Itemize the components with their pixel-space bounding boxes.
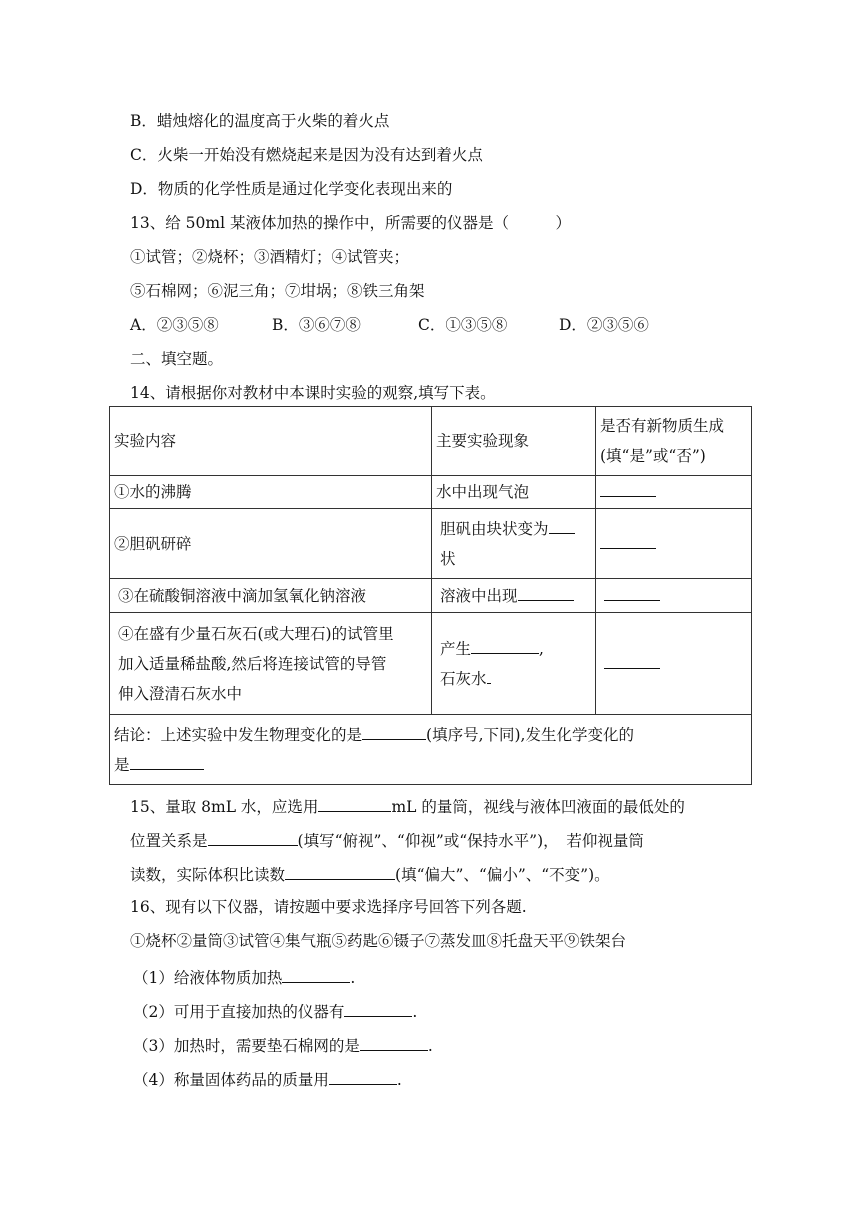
q14-stem: 14、请根据你对教材中本课时实验的观察,填写下表。 bbox=[130, 384, 496, 402]
table-conclusion-row bbox=[110, 715, 752, 785]
q16-sub-1-blank[interactable] bbox=[282, 964, 350, 983]
q16-sub-3-blank[interactable] bbox=[360, 1032, 428, 1051]
q16-sub-4-blank[interactable] bbox=[329, 1066, 397, 1085]
row4-phenomenon bbox=[432, 613, 596, 715]
row4-phenomenon-blank[interactable] bbox=[471, 635, 539, 654]
q15-line2 bbox=[130, 827, 644, 852]
q16-sub-4 bbox=[133, 1066, 402, 1091]
row4-content-line2: 加入适量稀盐酸,然后将连接试管的导管 bbox=[118, 654, 387, 673]
q15-line3a: 读数，实际体积比读数 bbox=[130, 866, 286, 884]
header-new-substance bbox=[596, 407, 752, 476]
experiment-table bbox=[109, 406, 752, 785]
q15-line1a: 15、量取 8mL 水，应选用 bbox=[130, 798, 319, 816]
row4-phenomenon-comma: , bbox=[539, 639, 544, 658]
row4-phenomenon-line1: 产生 bbox=[440, 639, 472, 658]
table-row bbox=[110, 509, 752, 579]
row1-phenomenon: 水中出现气泡 bbox=[432, 476, 596, 509]
q16-sub-1-end: . bbox=[350, 969, 356, 987]
q16-sub-3 bbox=[133, 1032, 433, 1057]
q16-sub-1-text: （1）给液体物质加热 bbox=[133, 969, 283, 987]
row2-phenomenon-line1: 胆矾由块状变为 bbox=[440, 519, 549, 538]
row3-phenomenon-text: 溶液中出现 bbox=[440, 586, 518, 605]
q15-line1b: mL 的量筒，视线与液体凹液面的最低处的 bbox=[391, 798, 685, 816]
q13-items-line2: ⑤石棉网；⑥泥三角；⑦坩埚；⑧铁三角架 bbox=[130, 282, 425, 300]
q16-sub-1 bbox=[133, 964, 355, 989]
q13-option-a: A．②③⑤⑧ bbox=[130, 316, 219, 334]
row4-content bbox=[110, 613, 432, 715]
q16-sub-2-blank[interactable] bbox=[344, 998, 412, 1017]
row4-content-line1: ④在盛有少量石灰石(或大理石)的试管里 bbox=[118, 624, 394, 643]
header-new-substance-line2: (填“是”或“否”) bbox=[600, 447, 706, 465]
row1-content: ①水的沸腾 bbox=[110, 476, 432, 509]
row4-answer-blank[interactable] bbox=[604, 650, 660, 669]
q16-sub-4-end: . bbox=[396, 1071, 402, 1089]
row2-content: ②胆矾研碎 bbox=[110, 509, 432, 579]
table-row bbox=[110, 476, 752, 509]
row2-phenomenon bbox=[432, 509, 596, 579]
row3-phenomenon bbox=[432, 579, 596, 613]
q12-option-c: C．火柴一开始没有燃烧起来是因为没有达到着火点 bbox=[130, 146, 483, 164]
table-row bbox=[110, 613, 752, 715]
row2-answer-blank[interactable] bbox=[600, 530, 656, 549]
q13-stem: 13、给 50ml 某液体加热的操作中，所需要的仪器是（ ） bbox=[130, 214, 571, 232]
q13-option-d: D．②③⑤⑥ bbox=[559, 316, 649, 334]
section-heading: 二、填空题。 bbox=[130, 350, 224, 368]
q16-sub-2 bbox=[133, 998, 417, 1023]
q15-line3 bbox=[130, 861, 610, 886]
row4-phenomenon-blank-2[interactable] bbox=[487, 665, 491, 684]
row3-answer-blank[interactable] bbox=[604, 582, 660, 601]
table-header-row bbox=[110, 407, 752, 476]
q15-blank-2[interactable] bbox=[208, 827, 298, 846]
header-content: 实验内容 bbox=[110, 407, 432, 476]
header-new-substance-line1: 是否有新物质生成 bbox=[600, 417, 725, 435]
table-row bbox=[110, 579, 752, 613]
row4-answer bbox=[596, 613, 752, 715]
q12-option-b: B．蜡烛熔化的温度高于火柴的着火点 bbox=[130, 112, 390, 130]
q13-options bbox=[130, 314, 649, 336]
conclusion-cell bbox=[110, 715, 752, 785]
q15-line3b: (填“偏大”、“偏小”、“不变”)。 bbox=[395, 866, 610, 884]
conclusion-line1b: (填序号,下同),发生化学变化的 bbox=[426, 725, 634, 744]
q16-stem: 16、现有以下仪器，请按题中要求选择序号回答下列各题. bbox=[130, 898, 527, 916]
row4-content-line3: 伸入澄清石灰水中 bbox=[118, 684, 243, 703]
q15-line2b: (填写“俯视”、“仰视”或“保持水平”)， 若仰视量筒 bbox=[297, 832, 644, 850]
q16-sub-2-end: . bbox=[412, 1003, 418, 1021]
row2-answer bbox=[596, 509, 752, 579]
conclusion-line2: 是 bbox=[114, 755, 130, 774]
header-phenomenon: 主要实验现象 bbox=[432, 407, 596, 476]
q12-option-d: D．物质的化学性质是通过化学变化表现出来的 bbox=[130, 180, 453, 198]
q16-sub-2-text: （2）可用于直接加热的仪器有 bbox=[133, 1003, 345, 1021]
q16-items: ①烧杯②量筒③试管④集气瓶⑤药匙⑥镊子⑦蒸发皿⑧托盘天平⑨铁架台 bbox=[130, 932, 627, 950]
q15-line2a: 位置关系是 bbox=[130, 832, 208, 850]
q15-blank-3[interactable] bbox=[285, 861, 395, 880]
q13-option-b: B．③⑥⑦⑧ bbox=[272, 316, 361, 334]
q16-sub-3-text: （3）加热时，需要垫石棉网的是 bbox=[133, 1037, 360, 1055]
row2-phenomenon-line2: 状 bbox=[440, 549, 456, 568]
conclusion-physical-blank[interactable] bbox=[362, 721, 426, 740]
row4-phenomenon-line2: 石灰水 bbox=[440, 669, 487, 688]
q13-option-c: C．①③⑤⑧ bbox=[418, 316, 508, 334]
q13-items-line1: ①试管；②烧杯；③酒精灯；④试管夹； bbox=[130, 248, 410, 266]
row1-answer-blank[interactable] bbox=[600, 478, 656, 497]
row1-answer bbox=[596, 476, 752, 509]
conclusion-line1a: 结论：上述实验中发生物理变化的是 bbox=[114, 725, 363, 744]
row3-content: ③在硫酸铜溶液中滴加氢氧化钠溶液 bbox=[110, 579, 432, 613]
q16-sub-4-text: （4）称量固体药品的质量用 bbox=[133, 1071, 329, 1089]
q15-blank-1[interactable] bbox=[318, 793, 391, 812]
row3-answer bbox=[596, 579, 752, 613]
row3-phenomenon-blank[interactable] bbox=[518, 582, 574, 601]
q16-sub-3-end: . bbox=[427, 1037, 433, 1055]
conclusion-chemical-blank[interactable] bbox=[130, 751, 204, 770]
q15-line1 bbox=[130, 793, 685, 818]
row2-phenomenon-blank[interactable] bbox=[549, 515, 575, 534]
